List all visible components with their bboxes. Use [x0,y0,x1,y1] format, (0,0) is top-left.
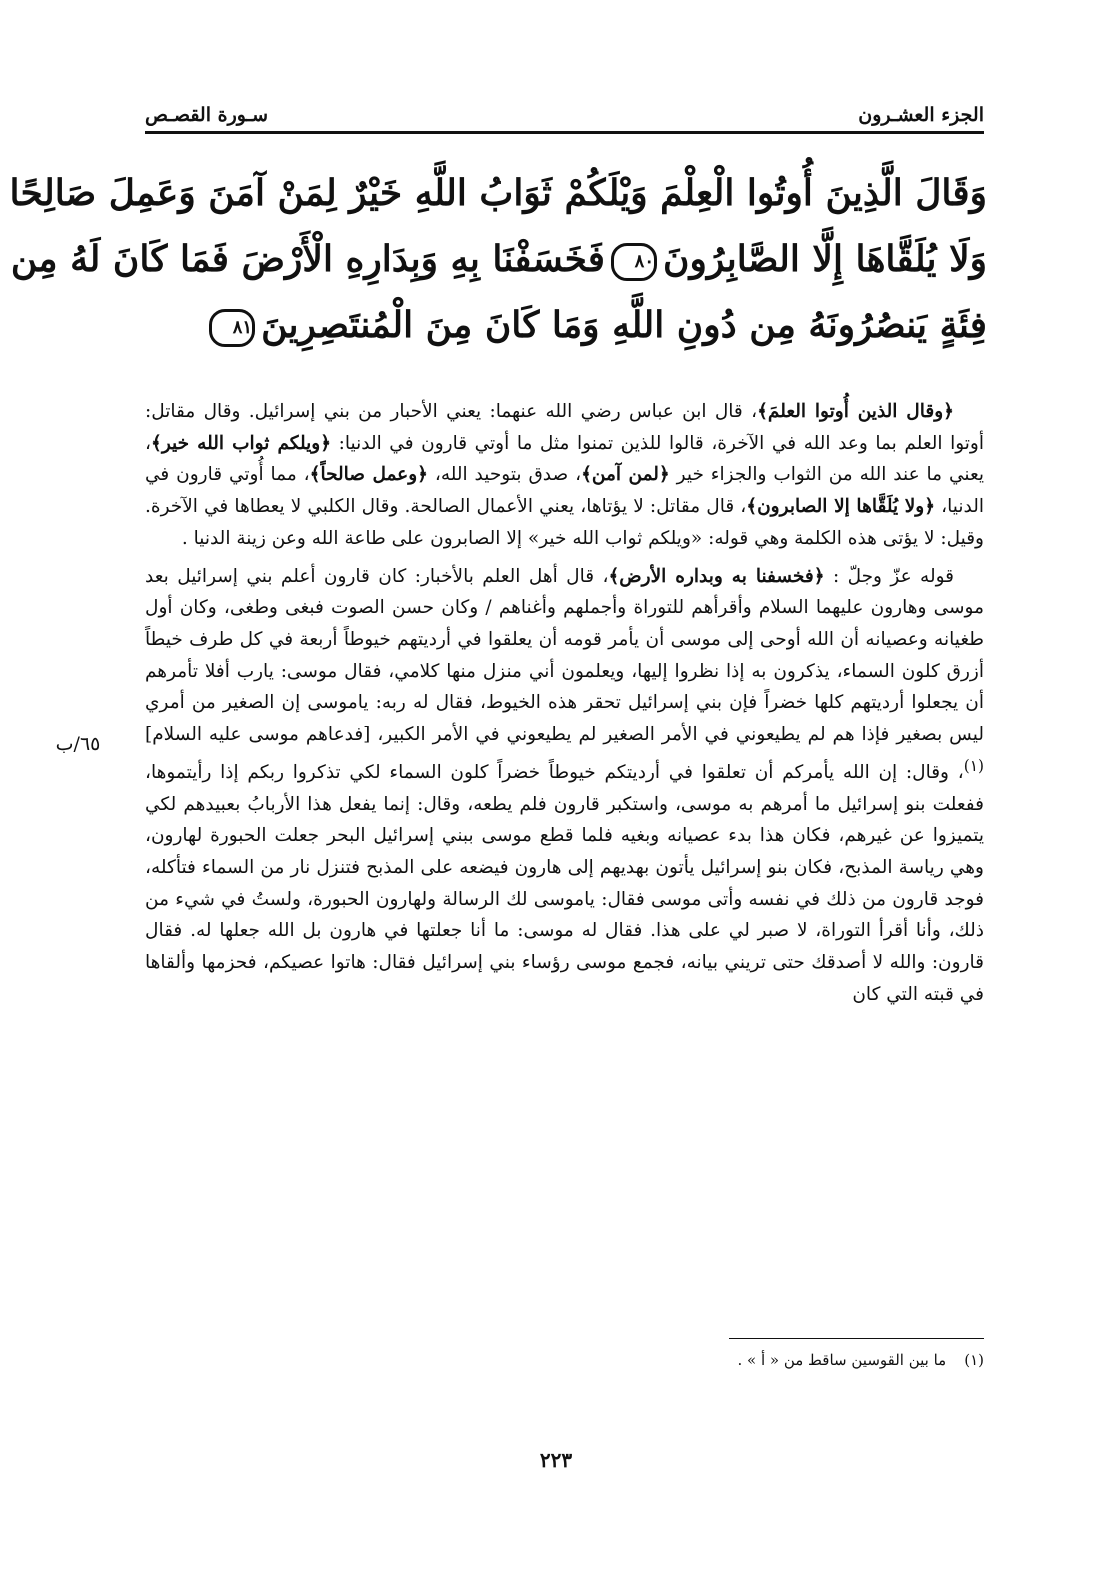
text-5: ، قال مقاتل: لا يؤتاها، يعني الأعمال الصالحة. وقال الكلبي لا يعطاها في الآخرة. وقيل: لا يؤتى هذه الكلمة وهي قوله: «ويلكم ثواب الله خير» إلا الصابرون على طاعة الله وعن زينة الدنيا . [145,496,984,549]
verse-line-3 [135,292,987,358]
text-6: قوله عزّ وجلّ : [824,565,954,587]
manuscript-folio-note: ٦٥/ب [55,733,101,755]
verse-line-2-part-a: وَلَا يُلَقَّاهَا إِلَّا الصَّابِرُونَ [663,238,987,280]
surah-title: سـورة القصـص [145,104,269,126]
paragraph-2 [145,561,984,1011]
quran-verses [9,160,987,358]
footnote-rule [729,1338,984,1339]
footnote-number: (١) [964,1351,984,1369]
verse-line-2 [10,226,987,292]
quote-6: ﴿فخسفنا به وبداره الأرض﴾ [608,565,825,587]
verse-line-2-part-b: فَخَسَفْنَا بِهِ وَبِدَارِهِ الْأَرْضَ فَمَا كَانَ لَهُ مِن [10,238,606,280]
footnote-reference[interactable]: (١) [963,756,984,775]
header-rule [145,131,984,134]
footnote [464,1351,984,1369]
text-2: ، يعني ما عند الله من الثواب والجزاء خير [145,432,985,486]
ayah-number-80: ٨٠ [611,243,657,281]
quote-3: ﴿لمن آمن﴾ [581,464,670,486]
quote-5: ﴿ولا يُلَقَّاها إلا الصابرون﴾ [746,496,936,518]
text-4: ، مما أُوتي قارون في الدنيا، [145,464,985,518]
text-8: ، وقال: إن الله يأمركم أن تعلقوا في أرديتكم خيوطاً خضراً كلون السماء لكي تذكروا ربكم إذا رأيتموها، ففعلت بنو إسرائيل ما أمرهم به موسى، واستكبر قارون فلم يطعه، وقال: إنما يفعل هذا الأربابُ بعبيدهم لكي يتميزوا عن غيرهم، فكان هذا بدء عصيانه وبغيه فلما قطع موسى ببني إسرائيل البحر جعلت الحبورة لهارون، وهي رياسة المذبح، فكان بنو إسرائيل يأتون بهديهم إلى هارون فيضعه على المذبح فتنزل نار من السماء فتأكله، فوجد قارون من ذلك في نفسه وأتى موسى فقال: ياموسى لك الرسالة ولهارون الحبورة، ولستُ في شيء من ذلك، وأنا أقرأ التوراة، لا صبر لي على هذا. فقال له موسى: ما أنا جعلتها في هارون بل الله جعلها له. فقال قارون: والله لا أصدقك حتى تريني بيانه، فجمع موسى رؤساء بني إسرائيل فقال: هاتوا عصيكم، فحزمها وألقاها في قبته التي كان [145,761,984,1005]
quote-2: ﴿ويلكم ثواب الله خير﴾ [150,432,332,454]
quote-4: ﴿وعمل صالحاً﴾ [309,464,428,486]
page-header [145,86,984,126]
commentary-text [145,396,984,1011]
verse-line-3-text: فِئَةٍ يَنصُرُونَهُ مِن دُونِ اللَّهِ وَمَا كَانَ مِنَ الْمُنتَصِرِينَ [261,304,987,346]
paragraph-1 [145,396,984,555]
text-7: ، قال أهل العلم بالأخبار: كان قارون أعلم بني إسرائيل بعد موسى وهارون عليهما السلام وأقرأهم للتوراة وأجملهم وأغناهم / وكان حسن الصوت فبغى وطغى، وكان أول طغيانه وعصيانه أن الله أوحى إلى موسى أن يأمر قومه أن يعلقوا في أرديتهم خيوطاً أربعة في كل طرف خيطاً أزرق كلون السماء، يذكرون به إذا نظروا إليها، ويعلمون أني منزل منها كلامي، فقال موسى: يارب أفلا تأمرهم أن يجعلوا أرديتهم كلها خضراً فإن بني إسرائيل تحقر هذه الخيوط، فقال له ربه: ياموسى إن الصغير من أمري ليس بصغير فإذا هم لم يطيعوني في الأمر الصغير لم يطيعوني في الأمر الكبير، [فدعاهم موسى عليه السلام] [145,565,984,746]
ayah-number-81: ٨١ [209,309,255,347]
footnote-text: ما بين القوسين ساقط من « أ » . [737,1351,947,1369]
quote-1: ﴿وقال الذين أُوتوا العلمَ﴾ [757,401,954,422]
text-3: ، صدق بتوحيد الله، [427,464,582,486]
juz-title: الجزء العشـرون [858,104,984,126]
text-1: ، قال ابن عباس رضي الله عنهما: يعني الأحبار من بني إسرائيل. وقال مقاتل: أوتوا العلم بما وعد الله في الآخرة، قالوا للذين تمنوا مثل ما أوتي قارون في الدنيا: [145,401,984,454]
verse-line-1: وَقَالَ الَّذِينَ أُوتُوا الْعِلْمَ وَيْلَكُمْ ثَوَابُ اللَّهِ خَيْرٌ لِمَنْ آمَنَ وَعَمِلَ صَالِحًا [9,172,987,214]
page-number: ٢٢٣ [539,1448,573,1472]
